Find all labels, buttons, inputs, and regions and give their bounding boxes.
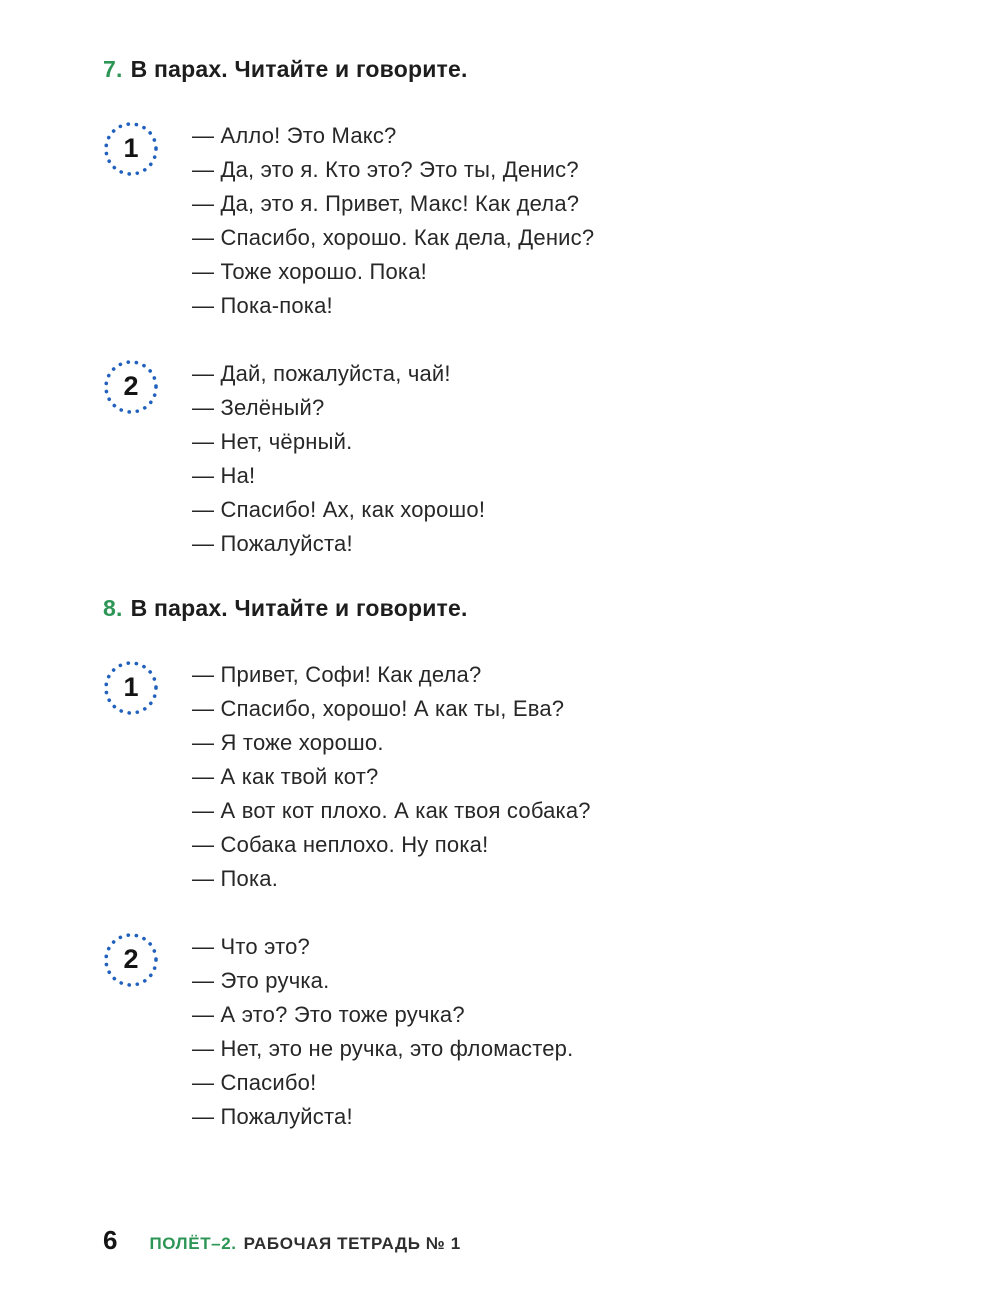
exercise-8 [103,595,940,1134]
exercise-7-dialogue-1 [103,119,940,323]
dialogue-line: — Привет, Софи! Как дела? [192,662,482,687]
footer-booklet-title: РАБОЧАЯ ТЕТРАДЬ № 1 [243,1234,461,1253]
exercise-7-heading [103,56,940,83]
dialogue-number: 1 [123,671,139,702]
dialogue-line: — Алло! Это Макс? [192,123,397,148]
dialogue-number: 2 [123,943,139,974]
page-number: 6 [103,1225,118,1255]
dialogue-line: — А как твой кот? [192,764,379,789]
dialogue-line: — Пока-пока! [192,293,333,318]
dialogue-lines [192,119,594,323]
dialogue-line: — Я тоже хорошо. [192,730,384,755]
exercise-8-title: В парах. Читайте и говорите. [130,595,468,621]
footer-brand: ПОЛЁТ–2. [149,1234,237,1253]
badge-column [103,930,192,988]
exercise-7-title: В парах. Читайте и говорите. [130,56,468,82]
exercise-7-dialogue-2 [103,357,940,561]
dialogue-line: — Спасибо, хорошо! А как ты, Ева? [192,696,565,721]
exercise-8-heading [103,595,940,622]
exercise-7 [103,56,940,561]
dialogue-line: — А вот кот плохо. А как твоя собака? [192,798,591,823]
dialogue-number-badge [103,660,159,716]
dialogue-line: — Пока. [192,866,279,891]
exercise-7-number: 7. [103,56,123,82]
dialogue-line: — Спасибо! Ах, как хорошо! [192,497,486,522]
dialogue-line: — На! [192,463,256,488]
dialogue-line: — Да, это я. Привет, Макс! Как дела? [192,191,580,216]
dialogue-lines [192,357,485,561]
dialogue-line: — Пожалуйста! [192,531,353,556]
dialogue-line: — Спасибо! [192,1070,317,1095]
exercise-8-dialogue-1 [103,658,940,896]
dialogue-number-badge [103,932,159,988]
dialogue-number: 1 [123,132,139,163]
dialogue-line: — А это? Это тоже ручка? [192,1002,465,1027]
dialogue-line: — Дай, пожалуйста, чай! [192,361,451,386]
dialogue-number-badge [103,359,159,415]
dialogue-lines [192,930,573,1134]
dialogue-line: — Спасибо, хорошо. Как дела, Денис? [192,225,595,250]
dialogue-line: — Да, это я. Кто это? Это ты, Денис? [192,157,579,182]
dialogue-line: — Это ручка. [192,968,330,993]
badge-column [103,658,192,716]
dialogue-number-badge [103,121,159,177]
dialogue-line: — Зелёный? [192,395,325,420]
dialogue-line: — Нет, это не ручка, это фломастер. [192,1036,574,1061]
dialogue-line: — Нет, чёрный. [192,429,353,454]
dialogue-line: — Собака неплохо. Ну пока! [192,832,489,857]
dialogue-line: — Пожалуйста! [192,1104,353,1129]
dialogue-number: 2 [123,370,139,401]
page-footer [103,1225,461,1256]
dialogue-lines [192,658,591,896]
exercise-8-number: 8. [103,595,123,621]
dialogue-line: — Что это? [192,934,310,959]
badge-column [103,119,192,177]
dialogue-line: — Тоже хорошо. Пока! [192,259,427,284]
exercise-8-dialogue-2 [103,930,940,1134]
badge-column [103,357,192,415]
